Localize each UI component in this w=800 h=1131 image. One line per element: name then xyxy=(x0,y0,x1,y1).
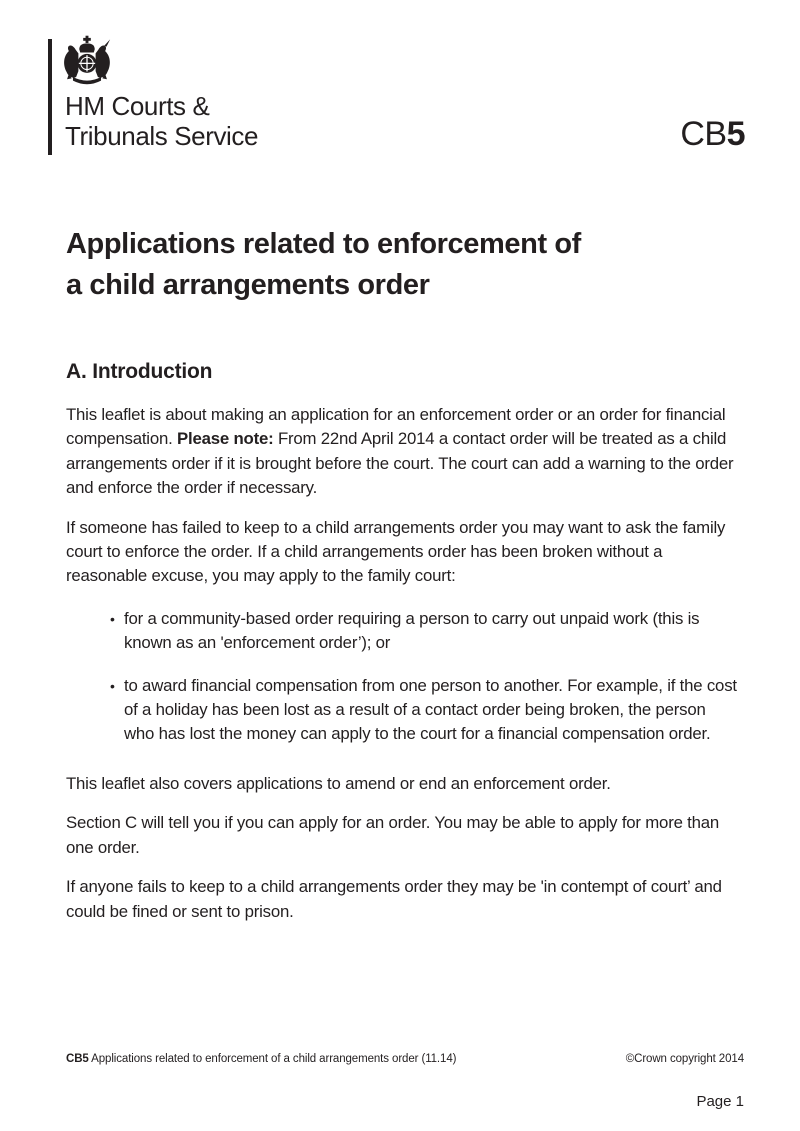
bullet-item-financial-compensation: • to award financial compensation from one person to another. For example, if the cost of a holiday has been lost as a result of a contact order being broken, the person who has lost the money can apply to the court for a financial compensation order. xyxy=(66,674,739,747)
paragraph-1-bold-note: Please note: xyxy=(177,429,274,449)
paragraph-1-text: This leaflet is about making an application for an enforcement order or an order for financial compensation. xyxy=(66,405,726,449)
section-body xyxy=(66,403,739,924)
footer-document-reference xyxy=(66,1052,456,1066)
org-name xyxy=(65,91,258,151)
page-number: Page 1 xyxy=(696,1093,744,1110)
document-title-line2: a child arrangements order xyxy=(66,269,430,301)
royal-coat-of-arms-icon xyxy=(58,35,116,89)
document-title-line1: Applications related to enforcement of xyxy=(66,228,581,260)
footer-document-title: Applications related to enforcement of a child arrangements order (11.14) xyxy=(88,1053,457,1065)
section-heading-introduction: A. Introduction xyxy=(66,360,213,383)
org-name-line2: Tribunals Service xyxy=(65,121,259,151)
form-code-suffix: 5 xyxy=(726,115,745,153)
paragraph-3: This leaflet also covers applications to amend or end an enforcement order. xyxy=(66,773,611,793)
brand-vertical-bar xyxy=(48,39,52,155)
document-title xyxy=(66,224,739,306)
paragraph-5: If anyone fails to keep to a child arrangements order they may be 'in contempt of court’ and could be fined or sent to prison. xyxy=(66,877,722,921)
bullet-item-enforcement-order: • for a community-based order requiring a person to carry out unpaid work (this is known as an 'enforcement order’); or xyxy=(66,607,739,656)
main-content xyxy=(66,224,739,939)
footer-copyright: ©Crown copyright 2014 xyxy=(625,1053,744,1065)
form-code xyxy=(680,116,745,152)
paragraph-1-text-cont: From 22nd April 2014 a contact order will be treated as a child arrangements order if it is brought before the court. The court can add a warning to the order and enforce the order if necessary. xyxy=(66,429,734,498)
footer xyxy=(66,1052,744,1066)
paragraph-1 xyxy=(66,403,739,501)
org-name-line1: HM Courts & xyxy=(65,91,210,121)
form-code-prefix: CB xyxy=(680,115,727,153)
order-types-bullet-list xyxy=(66,607,739,747)
footer-form-code: CB5 xyxy=(66,1053,89,1065)
paragraph-4: Section C will tell you if you can apply for an order. You may be able to apply for more than one order. xyxy=(66,813,720,857)
paragraph-2: If someone has failed to keep to a child arrangements order you may want to ask the family court to enforce the order. If a child arrangements order has been broken without a reasonable excuse, you may apply to the family court: xyxy=(66,517,726,586)
